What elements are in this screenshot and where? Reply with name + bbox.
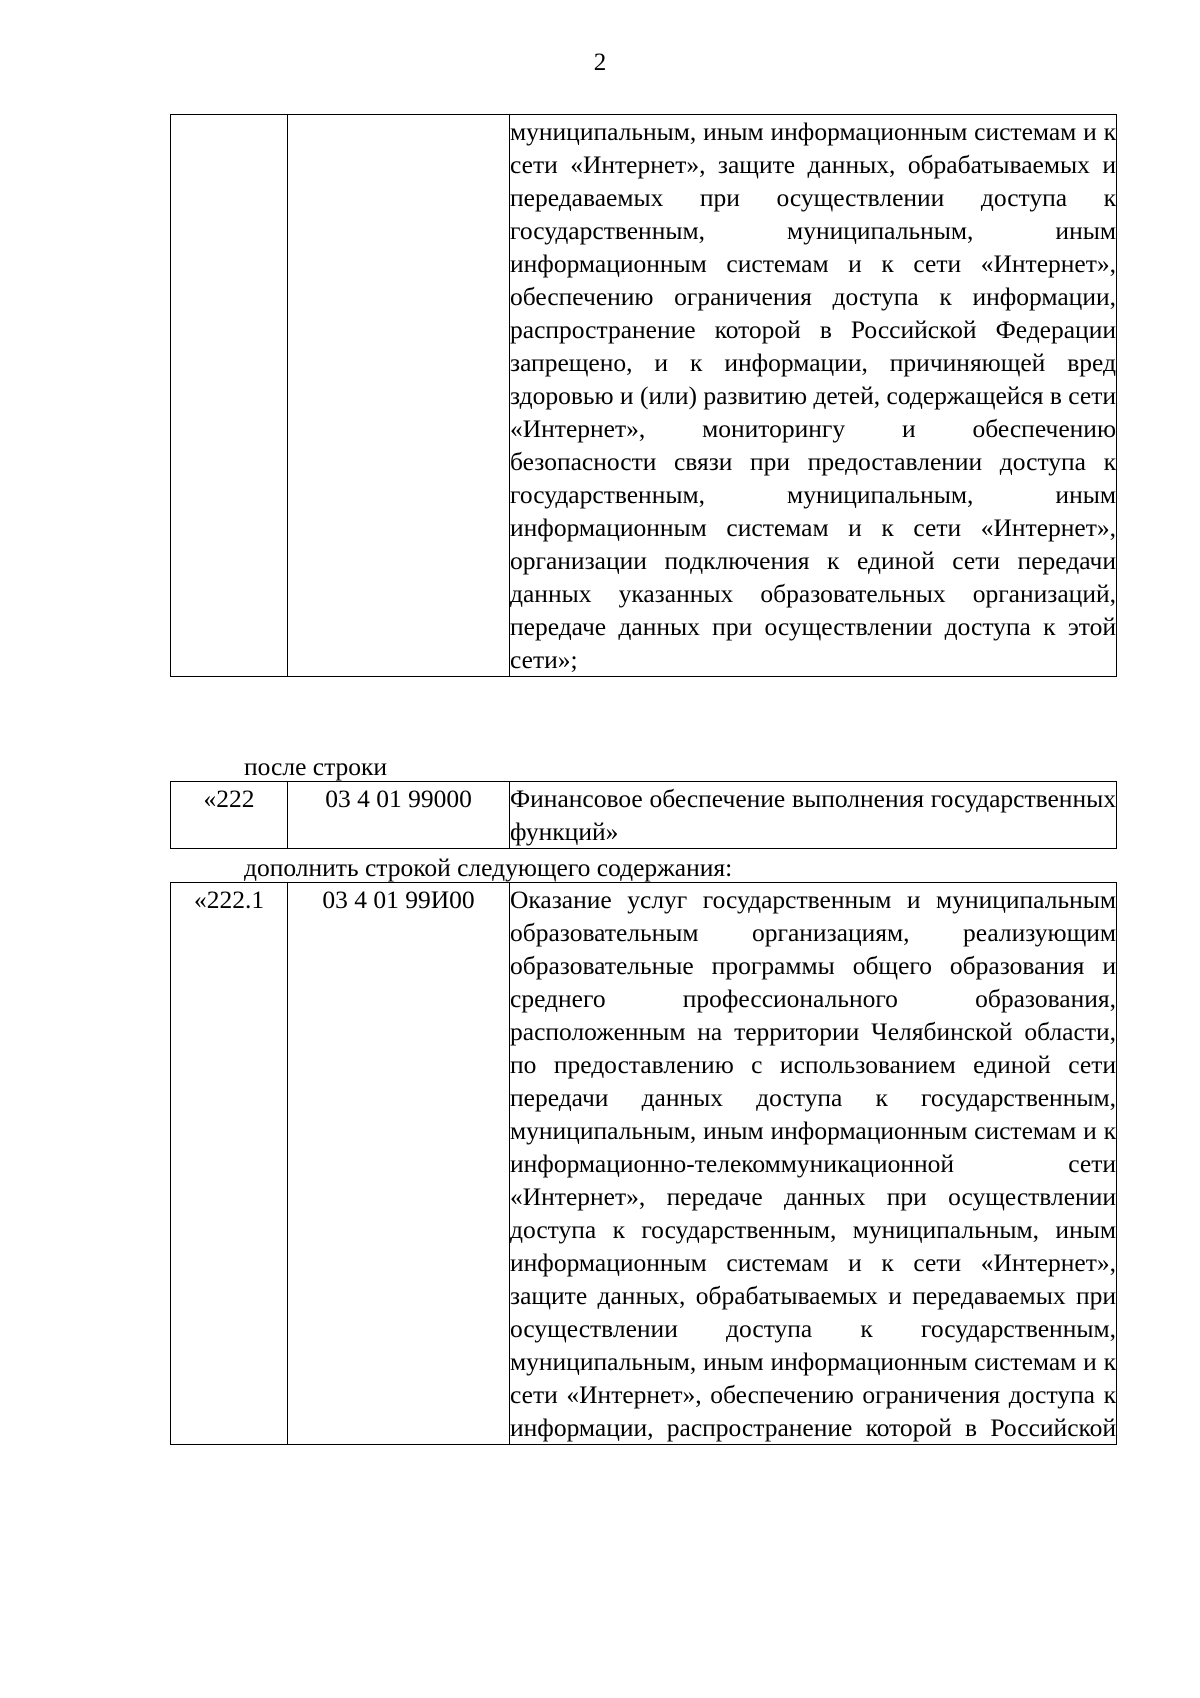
description-cell: муниципальным, иным информационным системам и к сети «Интернет», защите данных, обрабатываемых и передаваемых при осуществлении доступа к государственным, муниципальным, иным информационным системам и к сети «Интернет», обеспечению ограничения доступа к информации, распространение которой в Российской Федерации запрещено, и к информации, причиняющей вред здоровью и (или) развитию детей, содержащейся в сети «Интернет», мониторингу и обеспечению безопасности связи при предоставлении доступа к государственным, муниципальным, иным информационным системам и к сети «Интернет», организации подключения к единой сети передачи данных указанных образовательных организаций, передаче данных при осуществлении доступа к этой сети»;	[510, 115, 1117, 677]
row-number-cell	[171, 115, 288, 677]
row-number-cell: «222.1	[171, 883, 288, 1445]
table-row-222-1	[170, 882, 1117, 1445]
page-number: 2	[593, 49, 607, 76]
budget-code-cell	[288, 115, 510, 677]
table-row	[171, 115, 1117, 677]
instruction-add-row: дополнить строкой следующего содержания:	[244, 853, 733, 882]
row-number-cell: «222	[171, 782, 288, 849]
description-cell: Финансовое обеспечение выполнения государственных функций»	[510, 782, 1117, 849]
description-cell: Оказание услуг государственным и муниципальным образовательным организациям, реализующим образовательные программы общего образования и среднего профессионального образования, расположенным на территории Челябинской области, по предоставлению с использованием единой сети передачи данных доступа к государственным, муниципальным, иным информационным системам и к информационно-телекоммуникационной сети «Интернет», передаче данных при осуществлении доступа к государственным, муниципальным, иным информационным системам и к сети «Интернет», защите данных, обрабатываемых и передаваемых при осуществлении доступа к государственным, муниципальным, иным информационным системам и к сети «Интернет», обеспечению ограничения доступа к информации, распространение которой в Российской	[510, 883, 1117, 1445]
table-row	[171, 782, 1117, 849]
table-row	[171, 883, 1117, 1445]
budget-code-cell: 03 4 01 99И00	[288, 883, 510, 1445]
table-continuation	[170, 114, 1117, 677]
budget-code-cell: 03 4 01 99000	[288, 782, 510, 849]
table-row-222	[170, 781, 1117, 849]
instruction-after-row: после строки	[244, 752, 388, 781]
